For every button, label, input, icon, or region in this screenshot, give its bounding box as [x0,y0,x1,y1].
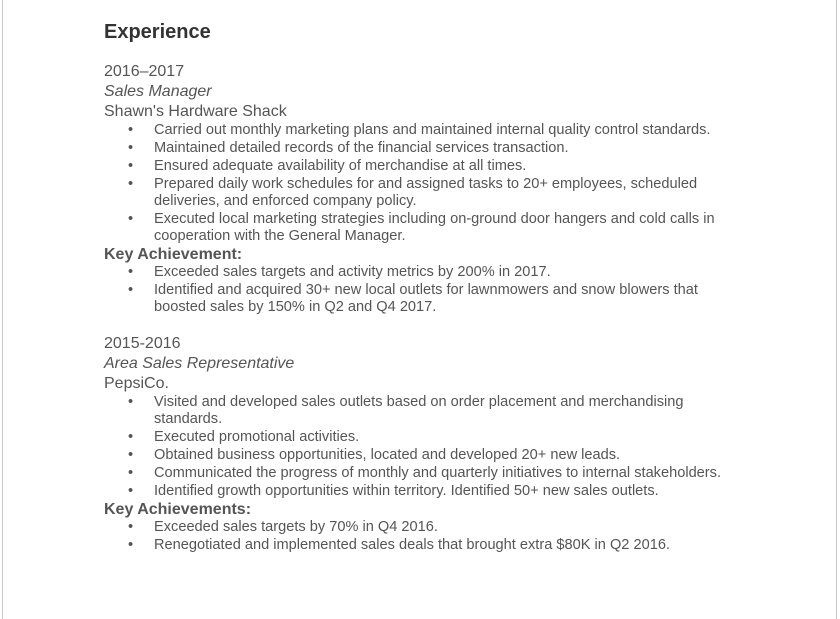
page-edge-right [836,0,837,619]
duty-item: • Executed promotional activities. [154,429,784,446]
job-company: PepsiCo. [104,375,169,392]
job-dates: 2015-2016 [104,335,181,352]
achievement-item: • Identified and acquired 30+ new local outlets for lawnmowers and snow blowers that boosted sales by 150% in Q2 and Q4 2017. [154,282,784,316]
duty-item: • Carried out monthly marketing plans and maintained internal quality control standards. [154,122,784,139]
achievements-heading: Key Achievements: [104,501,252,518]
duty-item: • Executed local marketing strategies including on-ground door hangers and cold calls in cooperation with the General Manager. [154,211,784,245]
duty-item: • Identified growth opportunities within territory. Identified 50+ new sales outlets. [154,483,784,500]
duty-item: • Prepared daily work schedules for and assigned tasks to 20+ employees, scheduled deliveries, and enforced company policy. [154,176,784,210]
achievement-item: • Renegotiated and implemented sales deals that brought extra $80K in Q2 2016. [154,537,784,554]
duties-list [104,122,784,245]
duty-item: • Ensured adequate availability of merchandise at all times. [154,158,784,175]
duty-item: • Communicated the progress of monthly and quarterly initiatives to internal stakeholders. [154,465,784,482]
section-title: Experience [104,21,211,43]
duty-item: • Obtained business opportunities, located and developed 20+ new leads. [154,447,784,464]
job-role: Area Sales Representative [104,355,295,372]
duties-list [104,394,784,500]
job-company: Shawn's Hardware Shack [104,103,287,120]
achievement-item: • Exceeded sales targets by 70% in Q4 2016. [154,519,784,536]
achievement-item: • Exceeded sales targets and activity metrics by 200% in 2017. [154,264,784,281]
page-edge-left [2,0,3,619]
job-entry-area-sales-rep [104,334,784,554]
duty-item: • Visited and developed sales outlets based on order placement and merchandising standards. [154,394,784,428]
job-role: Sales Manager [104,83,212,100]
achievements-list [104,519,784,554]
achievements-list [104,264,784,316]
job-dates: 2016–2017 [104,63,185,80]
document-page [104,20,784,555]
job-entry-sales-manager [104,62,784,316]
achievements-heading: Key Achievement: [104,246,243,263]
duty-item: • Maintained detailed records of the financial services transaction. [154,140,784,157]
